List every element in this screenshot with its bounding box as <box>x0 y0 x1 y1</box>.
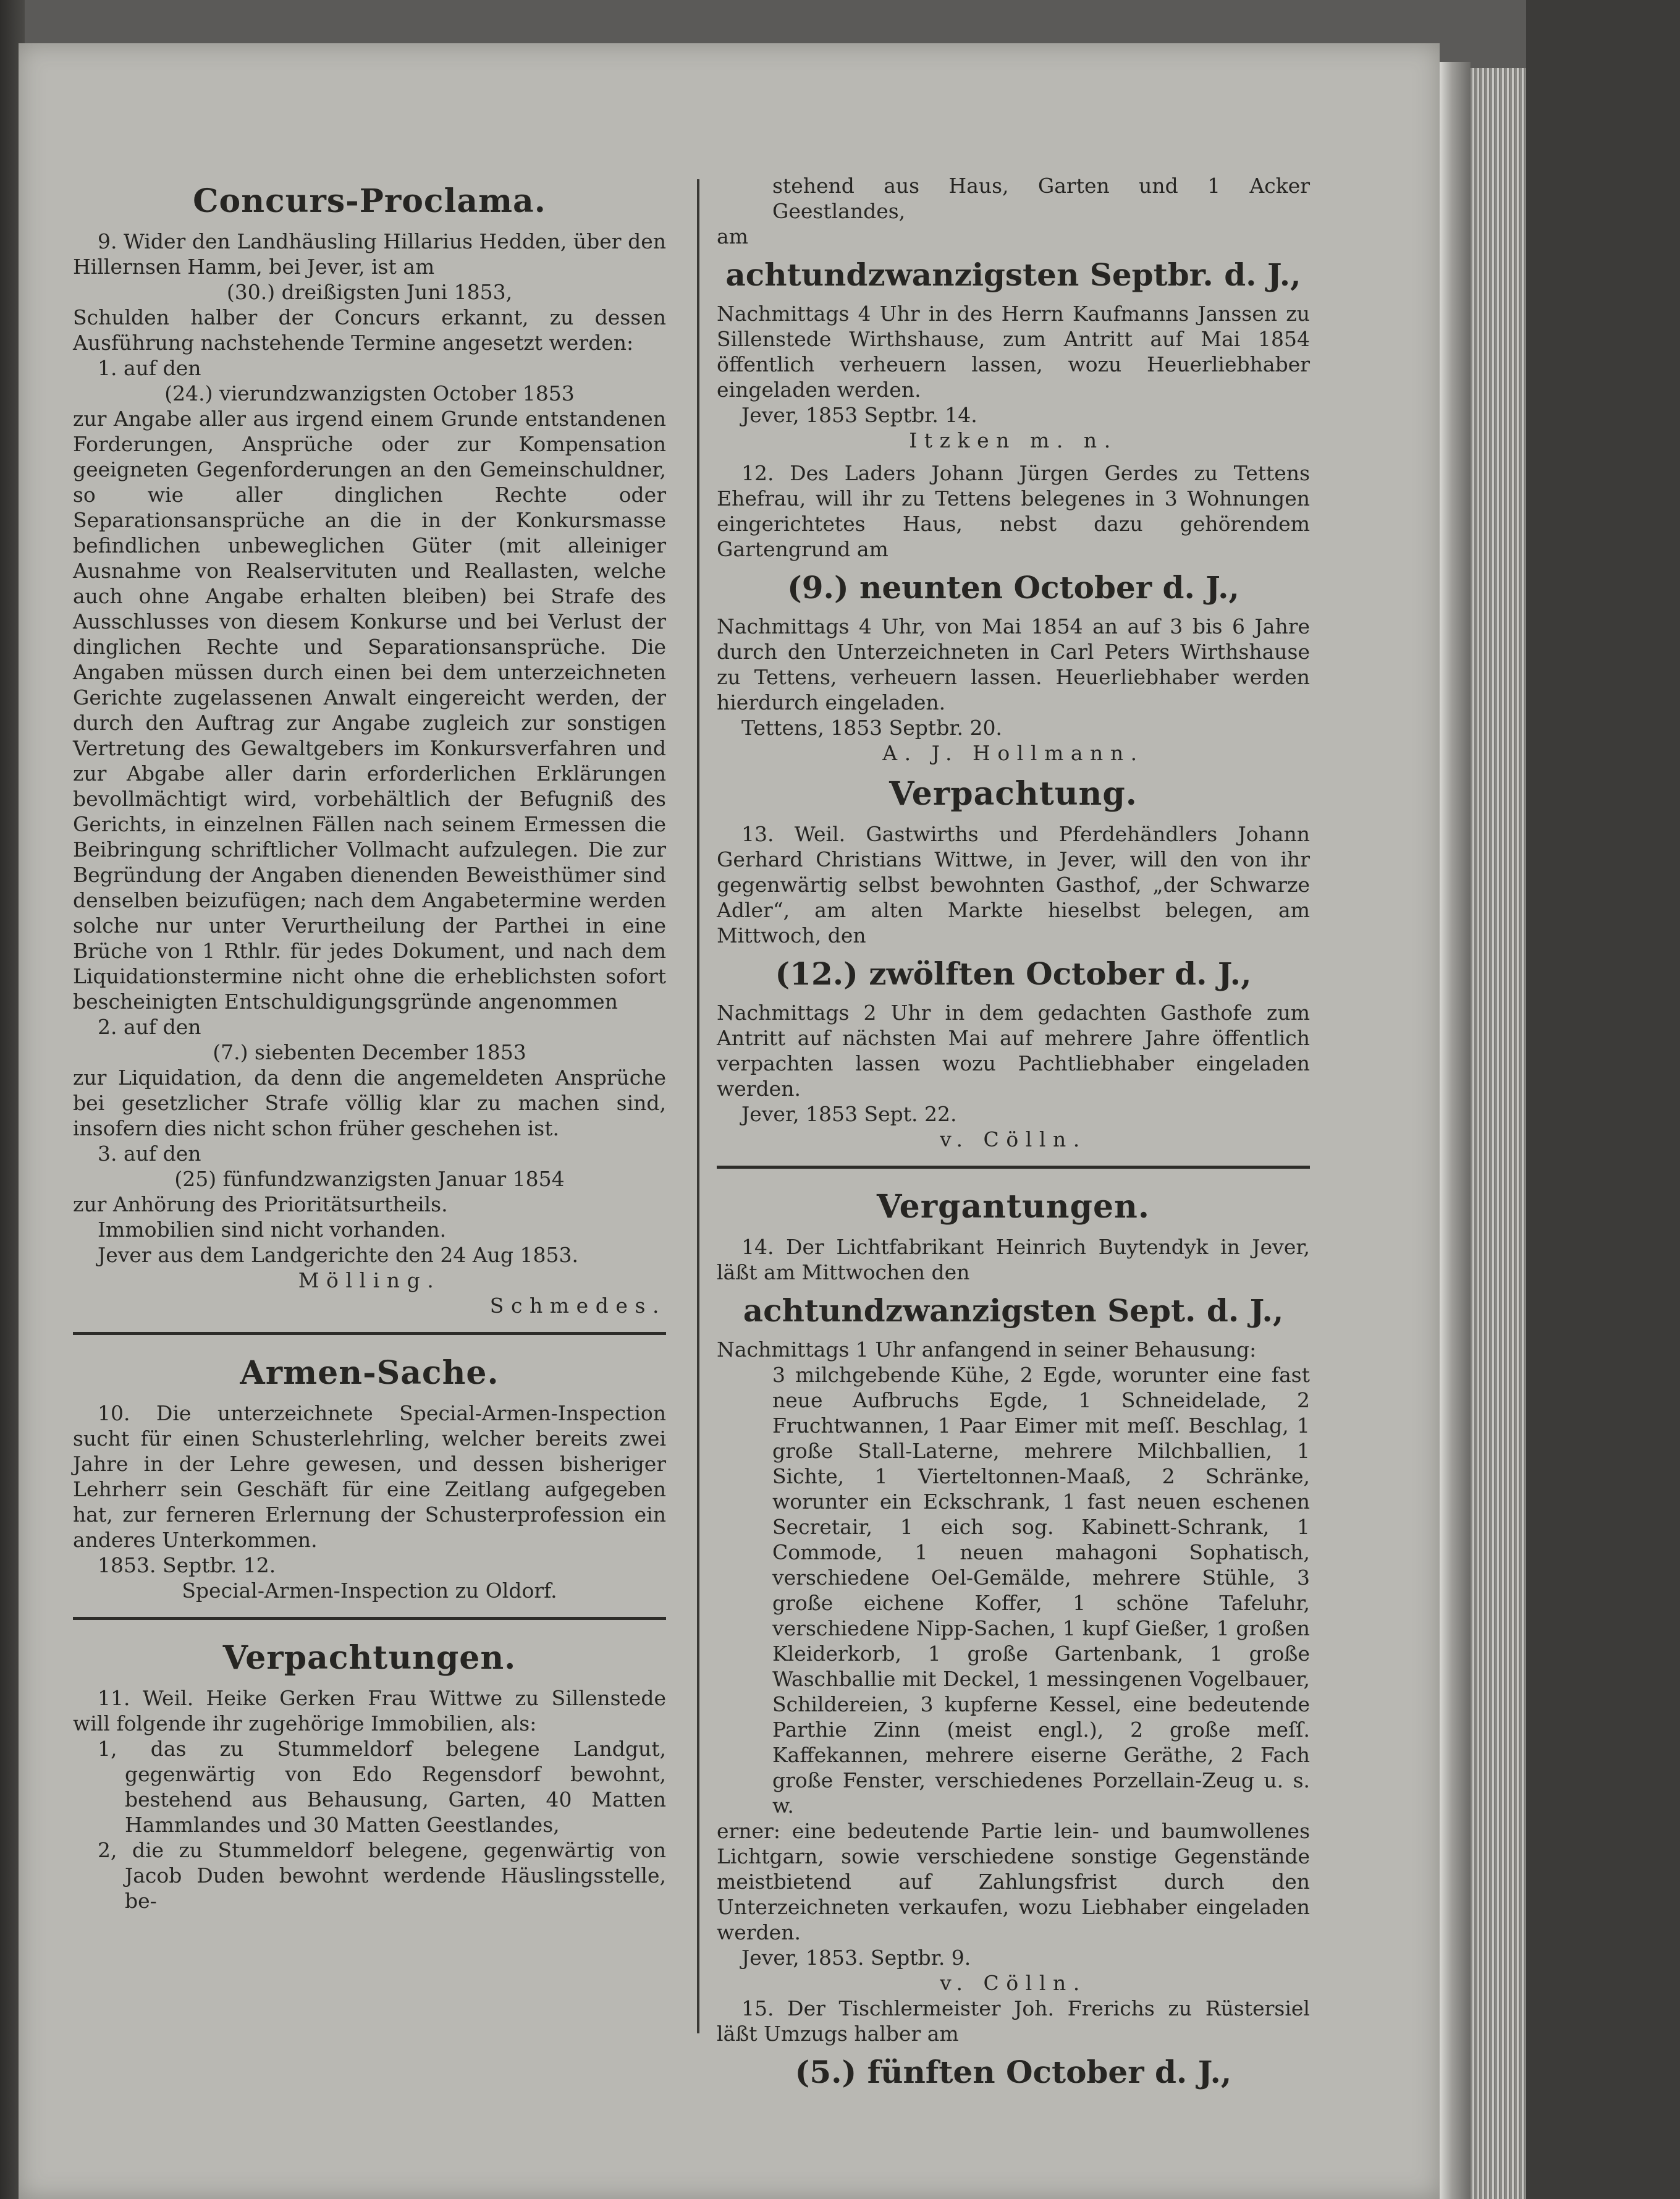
date-headline-14: achtundzwanzigsten Sept. d. J., <box>743 1292 1284 1329</box>
item-15-body: 15. Der Tischlermeister Joh. Frerichs zu Rüstersiel läßt Umzugs halber am <box>717 1996 1310 2046</box>
concurs-immobilien-note: Immobilien sind nicht vorhanden. <box>98 1218 447 1242</box>
item-14-ferner: erner: eine bedeutende Partie lein- und baumwollenes Lichtgarn, sowie verschiedene sonstige Gegenstände meistbietend auf Zahlungsfrist durch den Unterzeichneten verkaufen, wozu Liebhaber eingeladen werden. <box>717 1819 1310 1944</box>
date-headline-15: (5.) fünften October d. J., <box>795 2054 1232 2090</box>
concurs-term-1-date: (24.) vierundzwanzigsten October 1853 <box>164 381 575 405</box>
item-12-body: 12. Des Laders Johann Jürgen Gerdes zu Tettens Ehefrau, will ihr zu Tettens belegenes in 3 Wohnungen eingerichtetes Haus, nebst dazu gehörendem Gartengrund am <box>717 461 1310 561</box>
armen-signature: Special-Armen-Inspection zu Oldorf. <box>182 1578 557 1603</box>
concurs-heading: Concurs-Proclama. <box>193 182 546 220</box>
item-12-place-date: Tettens, 1853 Septbr. 20. <box>741 716 1002 740</box>
scan-background-right <box>1526 0 1680 2199</box>
item-13-body-2: Nachmittags 2 Uhr in dem gedachten Gasthofe zum Antritt auf nächsten Mai auf mehrere Jahre öffentlich verpachten lassen wozu Pachtliebhaber eingeladen werden. <box>717 1001 1310 1101</box>
item-13-body: 13. Weil. Gastwirths und Pferdehändlers Johann Gerhard Christians Wittwe, in Jever, will den von ihr gegenwärtig selbst bewohnten Gasthof, „der Schwarze Adler“, am alten Markte hieselbst belegen, am Mittwoch, den <box>717 822 1310 947</box>
item-13-signature: v. Cölln. <box>940 1127 1087 1151</box>
continued-am: am <box>717 224 748 248</box>
item-14-goods-list: 3 milchgebende Kühe, 2 Egde, worunter eine fast neue Aufbruchs Egde, 1 Schneidelade, 2 Fruchtwannen, 1 Paar Eimer mit meſſ. Beschlag, 1 große Stall-Laterne, mehrere Milchballien, 1 Sichte, 1 Vierteltonnen-Maaß, 2 Schränke, worunter ein Eckschrank, 1 fast neuen eschenen Secretair, 1 eich sog. Kabinett-Schrank, 1 Commode, 1 neuen mahagoni Sophatisch, verschiedene Oel-Gemälde, mehrere Stühle, 3 große eichene Koffer, 1 schöne Tafeluhr, verschiedene Nipp-Sachen, 1 kupf Gießer, 1 großen Kleiderkorb, 1 große Gartenbank, 1 große Waschballie mit Deckel, 1 messingenen Vogelbauer, Schildereien, 3 kupferne Kessel, eine bedeutende Parthie Zinn (meist engl.), 2 große meſſ. Kaffekannen, mehrere eiserne Geräthe, 2 Fach große Fenster, verschiedenes Porzellain-Zeug u. s. w. <box>772 1363 1310 1818</box>
concurs-term-2-date: (7.) siebenten December 1853 <box>213 1040 526 1064</box>
concurs-term-2-body: zur Liquidation, da denn die angemeldeten Ansprüche bei gesetzlicher Strafe völlig klar zu machen sind, insofern dies nicht schon früher geschehen ist. <box>73 1066 666 1140</box>
left-column <box>73 173 666 1913</box>
armen-heading: Armen-Sache. <box>240 1354 499 1392</box>
armen-date: 1853. Septbr. 12. <box>98 1553 276 1577</box>
item-11-body: Nachmittags 4 Uhr in des Herrn Kaufmanns Janssen zu Sillenstede Wirthshause, zum Antritt auf Mai 1854 öffentlich verheuern lassen, wozu Heuerliebhaber eingeladen werden. <box>717 302 1310 402</box>
concurs-date-1: (30.) dreißigsten Juni 1853, <box>226 280 513 304</box>
item-11-signature: Itzken m. n. <box>909 428 1118 452</box>
concurs-intro: 9. Wider den Landhäusling Hillarius Hedden, über den Hillernsen Hamm, bei Jever, ist am <box>73 229 666 279</box>
verpachtungen-heading: Verpachtungen. <box>222 1639 517 1677</box>
concurs-term-3-label: 3. auf den <box>98 1142 201 1166</box>
concurs-text: Schulden halber der Concurs erkannt, zu dessen Ausführung nachstehende Termine angesetzt werden: <box>73 305 666 355</box>
section-rule <box>717 1166 1310 1169</box>
column-divider <box>697 179 699 2033</box>
verpachtung-heading: Verpachtung. <box>889 775 1138 813</box>
concurs-signature-1: Mölling. <box>298 1268 441 1292</box>
date-headline-11: achtundzwanzigsten Septbr. d. J., <box>725 256 1301 293</box>
verpachtungen-item-2: 2, die zu Stummeldorf belegene, gegenwärtig von Jacob Duden bewohnt werdende Häuslingsstelle, be- <box>98 1838 666 1913</box>
item-14-signature: v. Cölln. <box>940 1971 1087 1995</box>
right-column <box>717 173 1310 2098</box>
concurs-signature-2: Schmedes. <box>489 1294 666 1318</box>
item-12-body-2: Nachmittags 4 Uhr, von Mai 1854 an auf 3 bis 6 Jahre durch den Unterzeichneten in Carl Peters Wirthshause zu Tettens, verheuern lassen. Heuerliebhaber werden hierdurch eingeladen. <box>717 614 1310 714</box>
continued-line: stehend aus Haus, Garten und 1 Acker Geestlandes, <box>772 174 1310 223</box>
section-rule <box>73 1617 666 1620</box>
page-gutter-shadow <box>1440 62 1471 2199</box>
page-edge-stack <box>1471 68 1526 2199</box>
date-headline-13: (12.) zwölften October d. J., <box>775 955 1252 992</box>
concurs-place-date: Jever aus dem Landgerichte den 24 Aug 1853. <box>98 1243 578 1267</box>
concurs-term-3-date: (25) fünfundzwanzigsten Januar 1854 <box>174 1167 565 1191</box>
concurs-term-2-label: 2. auf den <box>98 1015 201 1039</box>
section-rule <box>73 1332 666 1335</box>
vergantungen-heading: Vergantungen. <box>877 1188 1150 1226</box>
item-13-place-date: Jever, 1853 Sept. 22. <box>741 1102 957 1126</box>
verpachtungen-item-1: 1, das zu Stummeldorf belegene Landgut, gegenwärtig von Edo Regensdorf bewohnt, bestehend aus Behausung, Garten, 40 Matten Hammlandes und 30 Matten Geestlandes, <box>98 1737 666 1837</box>
date-headline-12: (9.) neunten October d. J., <box>787 569 1239 606</box>
item-14-body: 14. Der Lichtfabrikant Heinrich Buytendyk in Jever, läßt am Mittwochen den <box>717 1235 1310 1284</box>
verpachtungen-intro: 11. Weil. Heike Gerken Frau Wittwe zu Sillenstede will folgende ihr zugehörige Immobilien, als: <box>73 1686 666 1735</box>
item-14-place-date: Jever, 1853. Septbr. 9. <box>741 1946 971 1970</box>
item-12-signature: A. J. Hollmann. <box>882 741 1144 765</box>
armen-body: 10. Die unterzeichnete Special-Armen-Inspection sucht für einen Schusterlehrling, welcher bereits zwei Jahre in der Lehre gewesen, und dessen bisheriger Lehrherr sein Geschäft für eine Zeitlang aufgegeben hat, zur ferneren Erlernung der Schusterprofession ein anderes Unterkommen. <box>73 1401 666 1552</box>
concurs-term-1-body: zur Angabe aller aus irgend einem Grunde entstandenen Forderungen, Ansprüche oder zur Kompensation geeigneten Gegenforderungen an den Gemeinschuldner, so wie aller dinglichen Rechte oder Separationsansprüche an die in der Konkursmasse befindlichen unbeweglichen Güter (mit alleiniger Ausnahme von Realservituten und Reallasten, welche auch ohne Angabe erhalten bleiben) bei Strafe des Ausschlusses von diesem Konkurse und bei Verlust der dinglichen Rechte und Separationsansprüche. Die Angaben müssen durch einen bei dem unterzeichneten Gerichte zugelassenen Anwalt eingereicht werden, der durch den Auftrag zur Angabe zugleich zur sonstigen Vertretung des Gewaltgebers im Konkursverfahren und zur Abgabe aller darin erforderlichen Erklärungen bevollmächtigt wird, vorbehältlich der Befugniß des Gerichts, in einzelnen Fällen nach seinem Ermessen die Beibringung schriftlicher Vollmacht aufzulegen. Die zur Begründung der Angaben dienenden Beweisthümer sind denselben beizufügen; nach dem Angabetermine werden solche nur unter Verurtheilung der Parthei in eine Brüche von 1 Rthlr. für jedes Dokument, und nach dem Liquidationstermine nicht ohne die erheblichsten sofort bescheinigten Entschuldigungsgründe angenommen <box>73 407 666 1014</box>
concurs-term-3-body: zur Anhörung des Prioritätsurtheils. <box>73 1192 448 1216</box>
item-14-body-2: Nachmittags 1 Uhr anfangend in seiner Behausung: <box>717 1337 1257 1362</box>
concurs-term-1-label: 1. auf den <box>98 356 201 380</box>
item-11-place-date: Jever, 1853 Septbr. 14. <box>741 403 977 427</box>
